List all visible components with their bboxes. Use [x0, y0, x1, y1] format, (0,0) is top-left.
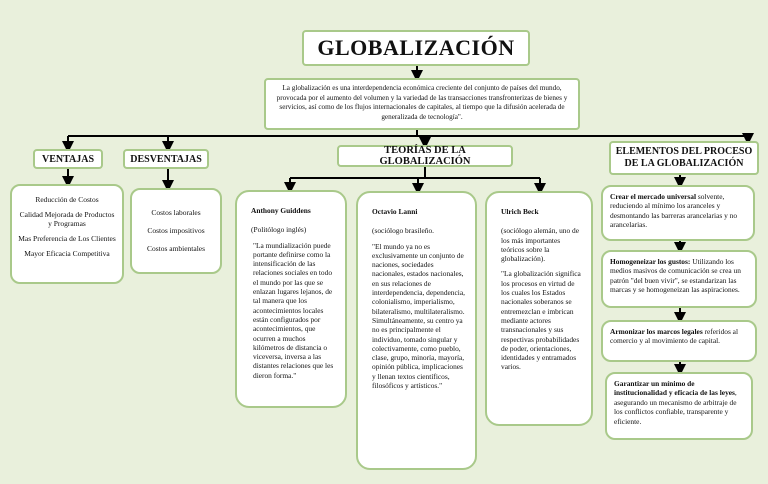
elemento-title: Garantizar un mínimo de institucionalidad y eficacia de las leyes — [614, 379, 735, 398]
desventajas-header: DESVENTAJAS — [123, 149, 209, 169]
elemento-institucionalidad — [605, 372, 753, 440]
elemento-title: Homogeneizar los gustos: — [610, 257, 691, 266]
theory-author-role: (Politólogo inglés) — [251, 225, 307, 235]
theory-author: Octavio Lanni — [372, 207, 418, 216]
elemento-mercado-universal — [601, 185, 755, 241]
ventaja-item: Mas Preferencia de Los Clientes — [18, 234, 116, 243]
main-title: GLOBALIZACIÓN — [302, 30, 530, 66]
elemento-text: , asegurando un mecanismo de arbitraje de los conflictos confiable, transparente y eficiente. — [614, 388, 737, 426]
desventaja-item: Costos impositivos — [147, 226, 205, 235]
ventajas-list — [10, 184, 124, 284]
theory-quote: "La mundialización puede portante definirse como la intensificación de las relaciones sociales en todo el mundo por las que se enlazan lugares lejanos, de tal manera que los acontecimientos locales están configurados por acontecimientos, que ocurren a muchos kilómetros de distancia o viceversa, inversa a las distantes relaciones que les dieron forma." — [253, 240, 334, 380]
ventaja-item: Mayor Eficacia Competitiva — [24, 249, 110, 258]
elemento-text: solvente, reduciendo al mínimo los aranceles y desmontando las barreras arancelarias y no arancelarias. — [610, 192, 738, 230]
desventaja-item: Costos ambientales — [146, 244, 206, 253]
elemento-marcos-legales — [601, 320, 757, 362]
definition-text: La globalización es una interdependencia económica creciente del conjunto de países del mundo, provocada por el aumento del volumen y la variedad de las transacciones transfronterizas de bienes y servicios, así como de los flujos internacionales de capitales, al tiempo que la difusión acelerada de generalizada de tecnología". — [276, 84, 568, 121]
ventaja-item: Calidad Mejorada de Productos y Programas — [19, 210, 115, 228]
theory-author: Anthony Guiddens — [251, 206, 311, 215]
theory-author: Ulrich Beck — [501, 207, 539, 216]
desventajas-list — [130, 188, 222, 274]
theory-author-role: (sociólogo brasileño. — [372, 226, 434, 236]
elemento-title: Crear el mercado universal — [610, 192, 697, 201]
ventajas-header: VENTAJAS — [33, 149, 103, 169]
elemento-title: Armonizar los marcos legales — [610, 327, 703, 336]
theory-quote: "La globalización significa los procesos en virtud de los cuales los Estados nacionales soberanos se entremezclan e imbrican mediante actores transnacionales y sus respectivas probabilidades de poder, orientaciones, identidades y entramados varios. — [501, 269, 581, 372]
elementos-header: ELEMENTOS DEL PROCESO DE LA GLOBALIZACIÓN — [609, 141, 759, 175]
theory-guiddens — [235, 190, 347, 408]
ventaja-item: Reducción de Costos — [35, 195, 99, 204]
desventaja-item: Costos laborales — [151, 208, 201, 217]
theory-author-role: (sociólogo alemán, uno de los más importantes teóricos sobre la globalización). — [501, 226, 579, 264]
elemento-text: referidos al comercio y al movimiento de capital. — [610, 327, 739, 346]
theory-ianni — [356, 191, 477, 470]
elemento-homogeneizar-gustos — [601, 250, 757, 308]
theory-quote: "El mundo ya no es exclusivamente un conjunto de naciones, sociedades nacionales, estados nacionales, en sus relaciones de interdependencia, dependencia, colonialismo, imperialismo, bilateralismo, multilateralismo. Simultáneamente, su centro ya no es principalmente el individuo, tomado singular y colectivamente, como pueblo, clase, grupo, minoría, mayoría, opinión pública, implicaciones y llenan textos científicos, filosóficos y artísticos." — [372, 241, 465, 391]
definition-box — [264, 78, 580, 130]
theory-beck — [485, 191, 593, 426]
teorias-header: TEORÍAS DE LA GLOBALIZACIÓN — [337, 145, 513, 167]
elemento-text: Utilizando los medios masivos de comunicación se crea un patrón "del buen vivir", se estandarizan las marcas y se homogeneizan las aspiraciones. — [610, 257, 741, 295]
